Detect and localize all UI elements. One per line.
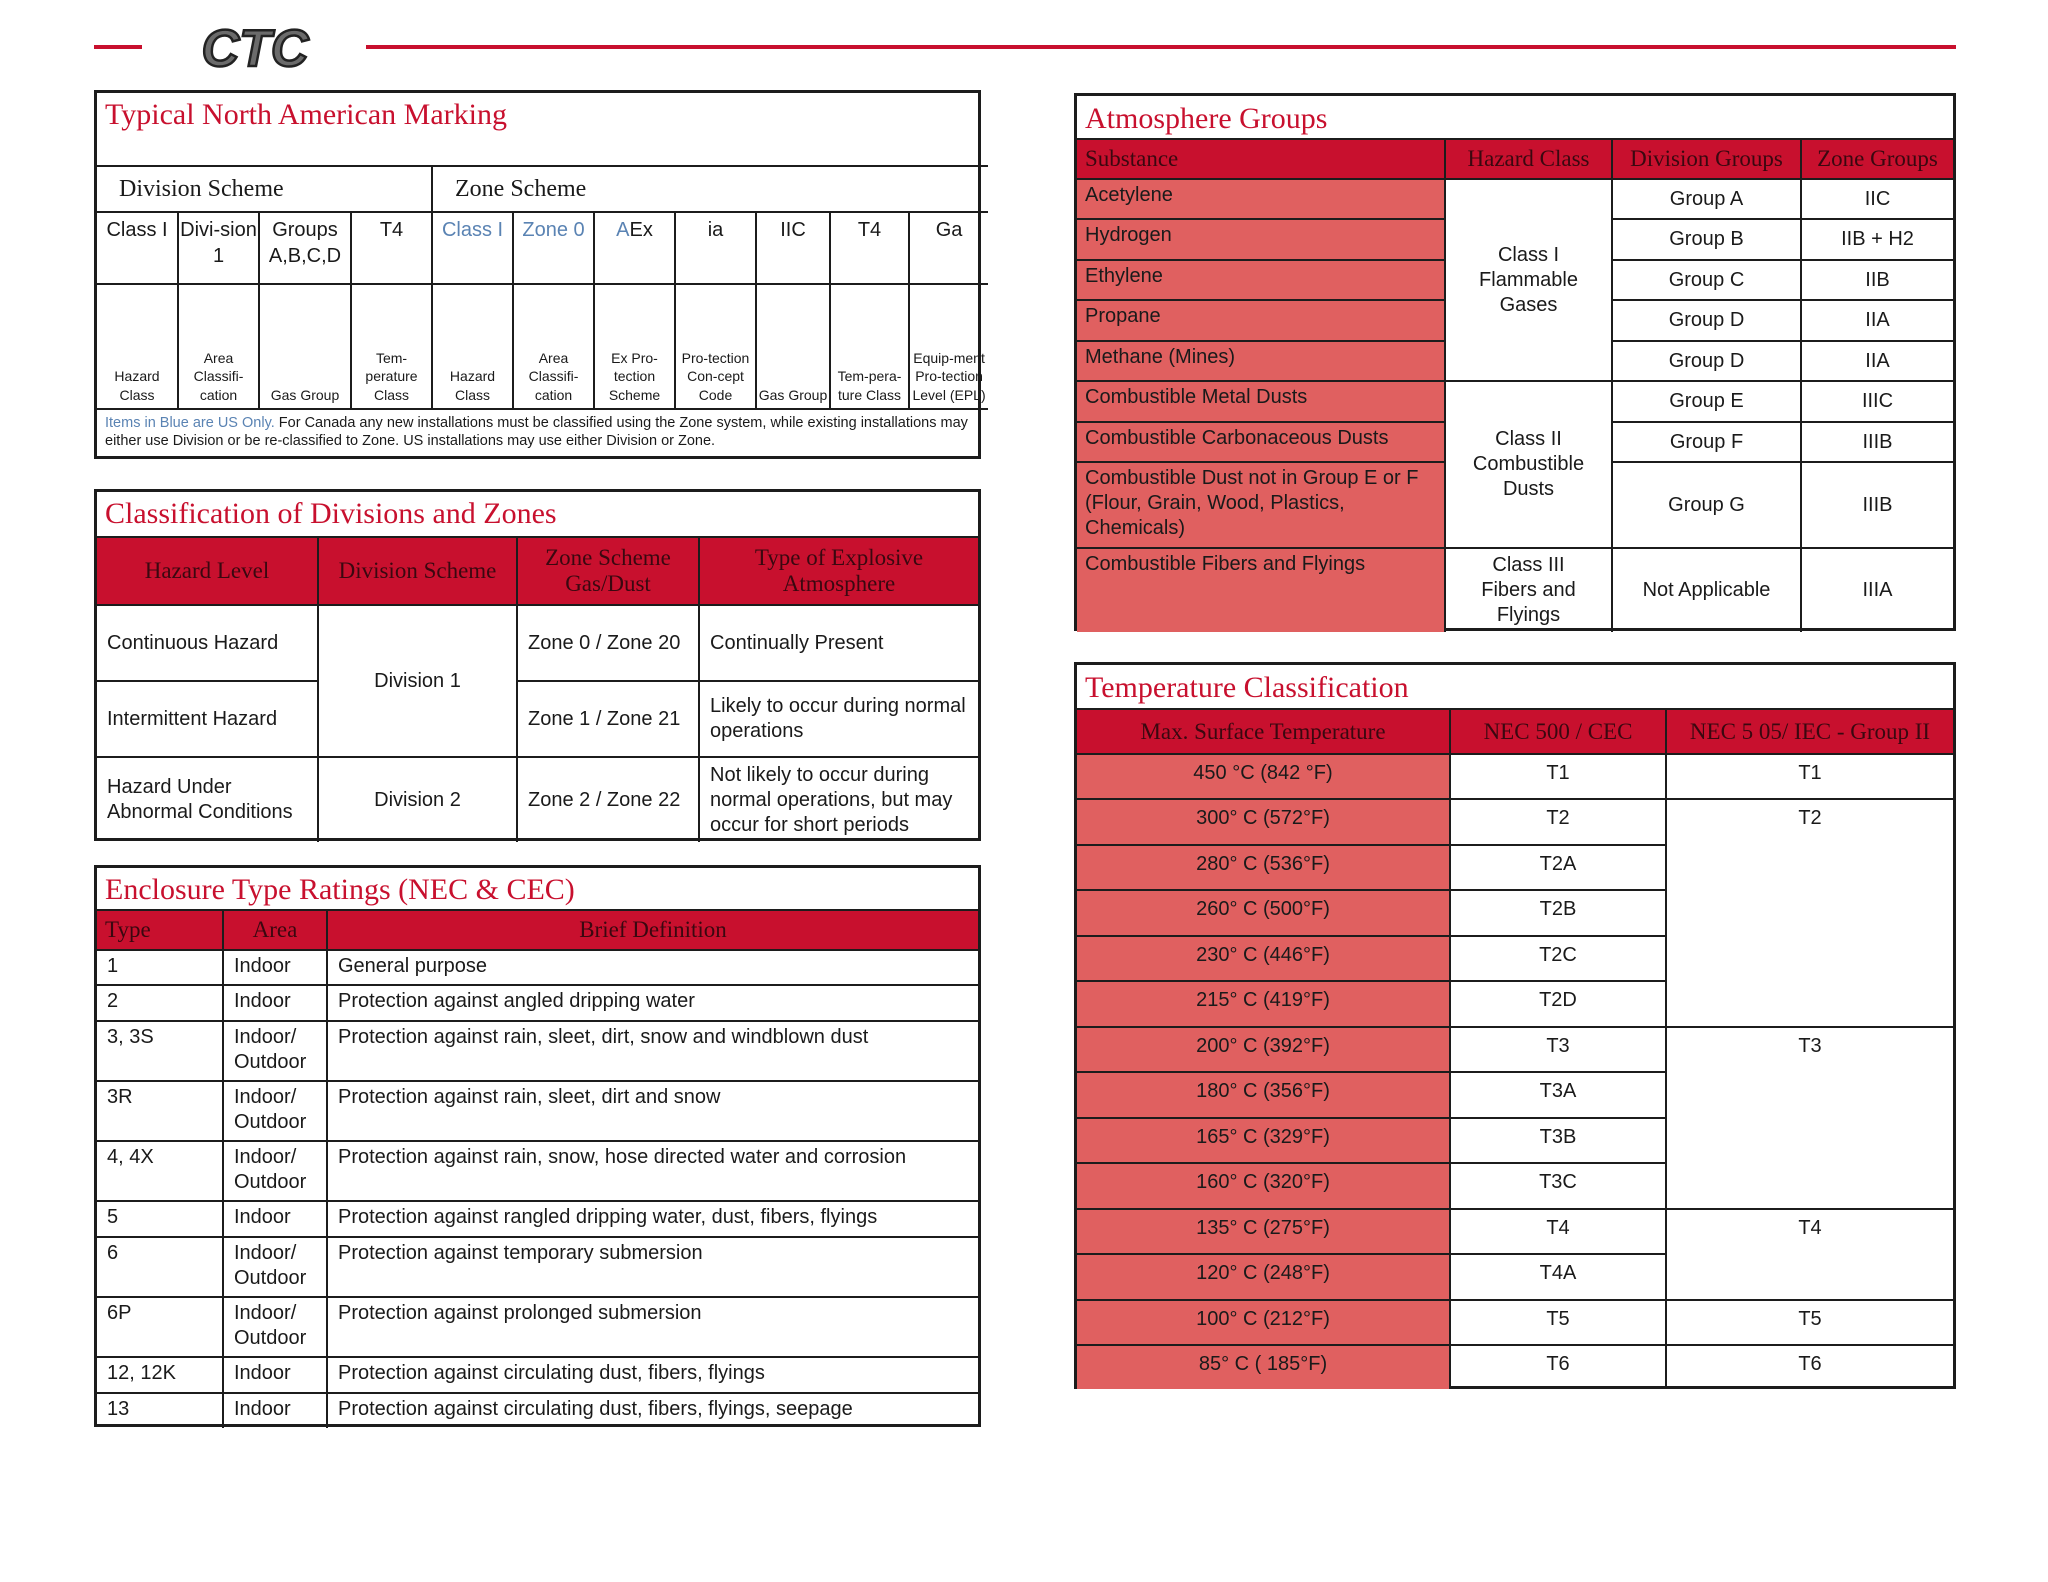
temperature-header-max: Max. Surface Temperature bbox=[1077, 709, 1450, 754]
enclosure-area: Indoor/ Outdoor bbox=[223, 1297, 327, 1357]
code-class-i-zone: Class I bbox=[432, 212, 513, 284]
desc-gas-group-zone: Gas Group bbox=[756, 284, 830, 409]
atmosphere-header-substance: Substance bbox=[1077, 139, 1445, 179]
enclosure-area: Indoor/ Outdoor bbox=[223, 1141, 327, 1201]
atmosphere-title: Atmosphere Groups bbox=[1085, 102, 1328, 135]
code-zone-0: Zone 0 bbox=[513, 212, 594, 284]
classification-header-hazard: Hazard Level bbox=[97, 537, 318, 605]
substance: Ethylene bbox=[1077, 260, 1445, 300]
code-ga: Ga bbox=[909, 212, 988, 284]
desc-area-classification-zone: Area Classifi-cation bbox=[513, 284, 594, 409]
max-temperature: 450 °C (842 °F) bbox=[1077, 754, 1450, 799]
enclosure-type: 1 bbox=[97, 950, 223, 985]
class-i-flammable-gases: Class I Flammable Gases bbox=[1445, 179, 1612, 381]
desc-gas-group: Gas Group bbox=[259, 284, 351, 409]
code-aex bbox=[594, 212, 675, 284]
division-group: Not Applicable bbox=[1612, 548, 1801, 632]
zone-group: IIC bbox=[1801, 179, 1953, 219]
nec500-class: T3B bbox=[1450, 1118, 1666, 1163]
header-rule-right bbox=[366, 45, 1956, 49]
atmosphere-header-zone-groups: Zone Groups bbox=[1801, 139, 1953, 179]
enclosure-definition: Protection against rangled dripping water, dust, fibers, flyings bbox=[327, 1201, 978, 1237]
iec-class: T1 bbox=[1666, 754, 1953, 799]
atmosphere-header-division-groups: Division Groups bbox=[1612, 139, 1801, 179]
table-row bbox=[1077, 1345, 1953, 1389]
substance: Acetylene bbox=[1077, 179, 1445, 219]
enclosure-panel bbox=[94, 865, 981, 1427]
zone-group: IIIC bbox=[1801, 381, 1953, 422]
zone-scheme-label: Zone Scheme bbox=[432, 166, 988, 212]
enclosure-area: Indoor bbox=[223, 950, 327, 985]
nec500-class: T2 bbox=[1450, 799, 1666, 845]
iec-class: T3 bbox=[1666, 1027, 1953, 1209]
atmosphere-type: Not likely to occur during normal operations, but may occur for short periods bbox=[699, 757, 978, 842]
enclosure-definition: Protection against prolonged submersion bbox=[327, 1297, 978, 1357]
max-temperature: 280° C (536°F) bbox=[1077, 845, 1450, 890]
marking-desc-row bbox=[97, 284, 988, 409]
table-row bbox=[97, 1201, 978, 1237]
iec-class: T6 bbox=[1666, 1345, 1953, 1389]
enclosure-type: 6 bbox=[97, 1237, 223, 1297]
division-group: Group D bbox=[1612, 300, 1801, 341]
substance: Methane (Mines) bbox=[1077, 341, 1445, 381]
nec500-class: T6 bbox=[1450, 1345, 1666, 1389]
division-group: Group C bbox=[1612, 260, 1801, 300]
class-iii-fibers: Class III Fibers and Flyings bbox=[1445, 548, 1612, 632]
zone-cell: Zone 2 / Zone 22 bbox=[517, 757, 699, 842]
zone-group: IIA bbox=[1801, 300, 1953, 341]
enclosure-definition: Protection against circulating dust, fibers, flyings, seepage bbox=[327, 1393, 978, 1428]
temperature-header-nec500: NEC 500 / CEC bbox=[1450, 709, 1666, 754]
table-row bbox=[1077, 799, 1953, 845]
nec500-class: T2A bbox=[1450, 845, 1666, 890]
division-group: Group G bbox=[1612, 462, 1801, 548]
max-temperature: 200° C (392°F) bbox=[1077, 1027, 1450, 1072]
code-class-i: Class I bbox=[97, 212, 178, 284]
division-group: Group A bbox=[1612, 179, 1801, 219]
code-aex-prefix: A bbox=[616, 219, 630, 241]
table-row bbox=[97, 1237, 978, 1297]
marking-note-blue: Items in Blue are US Only. bbox=[105, 415, 275, 431]
max-temperature: 180° C (356°F) bbox=[1077, 1072, 1450, 1118]
nec500-class: T3A bbox=[1450, 1072, 1666, 1118]
table-row bbox=[97, 681, 978, 757]
enclosure-definition: Protection against temporary submersion bbox=[327, 1237, 978, 1297]
nec500-class: T3 bbox=[1450, 1027, 1666, 1072]
zone-group: IIB + H2 bbox=[1801, 219, 1953, 260]
nec500-class: T1 bbox=[1450, 754, 1666, 799]
nec500-class: T4A bbox=[1450, 1254, 1666, 1300]
desc-area-classification: Area Classifi-cation bbox=[178, 284, 259, 409]
enclosure-type: 3, 3S bbox=[97, 1021, 223, 1081]
code-groups: Groups A,B,C,D bbox=[259, 212, 351, 284]
max-temperature: 85° C ( 185°F) bbox=[1077, 1345, 1450, 1389]
ctc-logo bbox=[155, 26, 355, 74]
max-temperature: 260° C (500°F) bbox=[1077, 890, 1450, 936]
substance: Combustible Metal Dusts bbox=[1077, 381, 1445, 422]
division-scheme-label: Division Scheme bbox=[97, 166, 432, 212]
division-group: Group D bbox=[1612, 341, 1801, 381]
desc-ex-protection: Ex Pro-tection Scheme bbox=[594, 284, 675, 409]
max-temperature: 135° C (275°F) bbox=[1077, 1209, 1450, 1254]
classification-header-division: Division Scheme bbox=[318, 537, 517, 605]
classification-title: Classification of Divisions and Zones bbox=[105, 497, 557, 530]
table-row bbox=[97, 1081, 978, 1141]
zone-cell: Zone 1 / Zone 21 bbox=[517, 681, 699, 757]
enclosure-definition: Protection against circulating dust, fibers, flyings bbox=[327, 1357, 978, 1393]
hazard-level: Intermittent Hazard bbox=[97, 681, 318, 757]
table-row bbox=[1077, 1300, 1953, 1345]
enclosure-header-type: Type bbox=[97, 910, 223, 950]
table-row bbox=[1077, 754, 1953, 799]
zone-group: IIA bbox=[1801, 341, 1953, 381]
nec500-class: T2B bbox=[1450, 890, 1666, 936]
marking-title: Typical North American Marking bbox=[105, 98, 507, 131]
marking-note-rest: For Canada any new installations must be classified using the Zone system, while existing installations may either use Division or be re-classified to Zone. US installations may use either Division or Zone. bbox=[105, 415, 968, 449]
nec500-class: T2C bbox=[1450, 936, 1666, 981]
substance: Combustible Dust not in Group E or F (Flour, Grain, Wood, Plastics, Chemicals) bbox=[1077, 462, 1445, 548]
atmosphere-panel bbox=[1074, 93, 1956, 631]
max-temperature: 165° C (329°F) bbox=[1077, 1118, 1450, 1163]
enclosure-type: 4, 4X bbox=[97, 1141, 223, 1201]
desc-hazard-class-zone: Hazard Class bbox=[432, 284, 513, 409]
enclosure-title: Enclosure Type Ratings (NEC & CEC) bbox=[105, 873, 575, 906]
nec500-class: T5 bbox=[1450, 1300, 1666, 1345]
code-t4-zone: T4 bbox=[830, 212, 909, 284]
max-temperature: 160° C (320°F) bbox=[1077, 1163, 1450, 1209]
table-row bbox=[1077, 548, 1953, 632]
desc-hazard-class: Hazard Class bbox=[97, 284, 178, 409]
code-aex-rest: Ex bbox=[629, 219, 653, 241]
table-row bbox=[97, 1141, 978, 1201]
classification-header-type: Type of Explosive Atmosphere bbox=[699, 537, 978, 605]
desc-temperature-class: Tem-perature Class bbox=[351, 284, 432, 409]
enclosure-definition: Protection against rain, snow, hose directed water and corrosion bbox=[327, 1141, 978, 1201]
hazard-level: Continuous Hazard bbox=[97, 605, 318, 681]
iec-class: T2 bbox=[1666, 799, 1953, 1027]
desc-protection-concept: Pro-tection Con-cept Code bbox=[675, 284, 756, 409]
substance: Combustible Carbonaceous Dusts bbox=[1077, 422, 1445, 462]
max-temperature: 215° C (419°F) bbox=[1077, 981, 1450, 1027]
enclosure-type: 5 bbox=[97, 1201, 223, 1237]
marking-codes-row bbox=[97, 212, 988, 284]
enclosure-type: 2 bbox=[97, 985, 223, 1021]
enclosure-area: Indoor/ Outdoor bbox=[223, 1237, 327, 1297]
zone-group: IIIB bbox=[1801, 462, 1953, 548]
enclosure-definition: Protection against rain, sleet, dirt, snow and windblown dust bbox=[327, 1021, 978, 1081]
division-group: Group E bbox=[1612, 381, 1801, 422]
table-row bbox=[1077, 1209, 1953, 1254]
enclosure-definition: General purpose bbox=[327, 950, 978, 985]
marking-note bbox=[97, 409, 988, 456]
division-2-cell: Division 2 bbox=[318, 757, 517, 842]
enclosure-header-definition: Brief Definition bbox=[327, 910, 978, 950]
enclosure-type: 12, 12K bbox=[97, 1357, 223, 1393]
table-row bbox=[97, 1393, 978, 1428]
substance: Propane bbox=[1077, 300, 1445, 341]
table-row bbox=[1077, 179, 1953, 219]
zone-group: IIIA bbox=[1801, 548, 1953, 632]
zone-group: IIB bbox=[1801, 260, 1953, 300]
enclosure-header-area: Area bbox=[223, 910, 327, 950]
header-rule-left bbox=[94, 45, 142, 49]
temperature-header-iec: NEC 5 05/ IEC - Group II bbox=[1666, 709, 1953, 754]
nec500-class: T3C bbox=[1450, 1163, 1666, 1209]
nec500-class: T4 bbox=[1450, 1209, 1666, 1254]
zone-group: IIIB bbox=[1801, 422, 1953, 462]
max-temperature: 120° C (248°F) bbox=[1077, 1254, 1450, 1300]
atmosphere-type: Continually Present bbox=[699, 605, 978, 681]
classification-panel bbox=[94, 489, 981, 841]
enclosure-type: 13 bbox=[97, 1393, 223, 1428]
enclosure-definition: Protection against rain, sleet, dirt and snow bbox=[327, 1081, 978, 1141]
division-group: Group F bbox=[1612, 422, 1801, 462]
code-iic: IIC bbox=[756, 212, 830, 284]
class-ii-combustible-dusts: Class II Combustible Dusts bbox=[1445, 381, 1612, 548]
max-temperature: 230° C (446°F) bbox=[1077, 936, 1450, 981]
classification-header-zone: Zone Scheme Gas/Dust bbox=[517, 537, 699, 605]
temperature-panel bbox=[1074, 662, 1956, 1389]
enclosure-area: Indoor bbox=[223, 1201, 327, 1237]
table-row bbox=[97, 985, 978, 1021]
substance: Combustible Fibers and Flyings bbox=[1077, 548, 1445, 632]
max-temperature: 300° C (572°F) bbox=[1077, 799, 1450, 845]
enclosure-area: Indoor bbox=[223, 1357, 327, 1393]
enclosure-area: Indoor bbox=[223, 985, 327, 1021]
logo-text: CTC bbox=[201, 26, 309, 74]
marking-panel bbox=[94, 90, 986, 459]
table-row bbox=[97, 1021, 978, 1081]
max-temperature: 100° C (212°F) bbox=[1077, 1300, 1450, 1345]
table-row bbox=[1077, 381, 1953, 422]
table-row bbox=[97, 950, 978, 985]
table-row bbox=[97, 1357, 978, 1393]
division-group: Group B bbox=[1612, 219, 1801, 260]
zone-cell: Zone 0 / Zone 20 bbox=[517, 605, 699, 681]
code-t4-division: T4 bbox=[351, 212, 432, 284]
table-row bbox=[97, 757, 978, 842]
iec-class: T4 bbox=[1666, 1209, 1953, 1300]
division-1-cell: Division 1 bbox=[318, 605, 517, 757]
table-row bbox=[97, 1297, 978, 1357]
enclosure-definition: Protection against angled dripping water bbox=[327, 985, 978, 1021]
enclosure-area: Indoor bbox=[223, 1393, 327, 1428]
atmosphere-header-hazard-class: Hazard Class bbox=[1445, 139, 1612, 179]
substance: Hydrogen bbox=[1077, 219, 1445, 260]
enclosure-type: 3R bbox=[97, 1081, 223, 1141]
enclosure-area: Indoor/ Outdoor bbox=[223, 1081, 327, 1141]
hazard-level: Hazard Under Abnormal Conditions bbox=[97, 757, 318, 842]
enclosure-area: Indoor/ Outdoor bbox=[223, 1021, 327, 1081]
table-row bbox=[97, 605, 978, 681]
iec-class: T5 bbox=[1666, 1300, 1953, 1345]
temperature-title: Temperature Classification bbox=[1085, 671, 1409, 704]
code-ia: ia bbox=[675, 212, 756, 284]
table-row bbox=[1077, 1027, 1953, 1072]
atmosphere-type: Likely to occur during normal operations bbox=[699, 681, 978, 757]
enclosure-type: 6P bbox=[97, 1297, 223, 1357]
desc-epl: Equip-ment Pro-tection Level (EPL) bbox=[909, 284, 988, 409]
nec500-class: T2D bbox=[1450, 981, 1666, 1027]
desc-temperature-class-zone: Tem-pera-ture Class bbox=[830, 284, 909, 409]
code-division-1: Divi-sion 1 bbox=[178, 212, 259, 284]
